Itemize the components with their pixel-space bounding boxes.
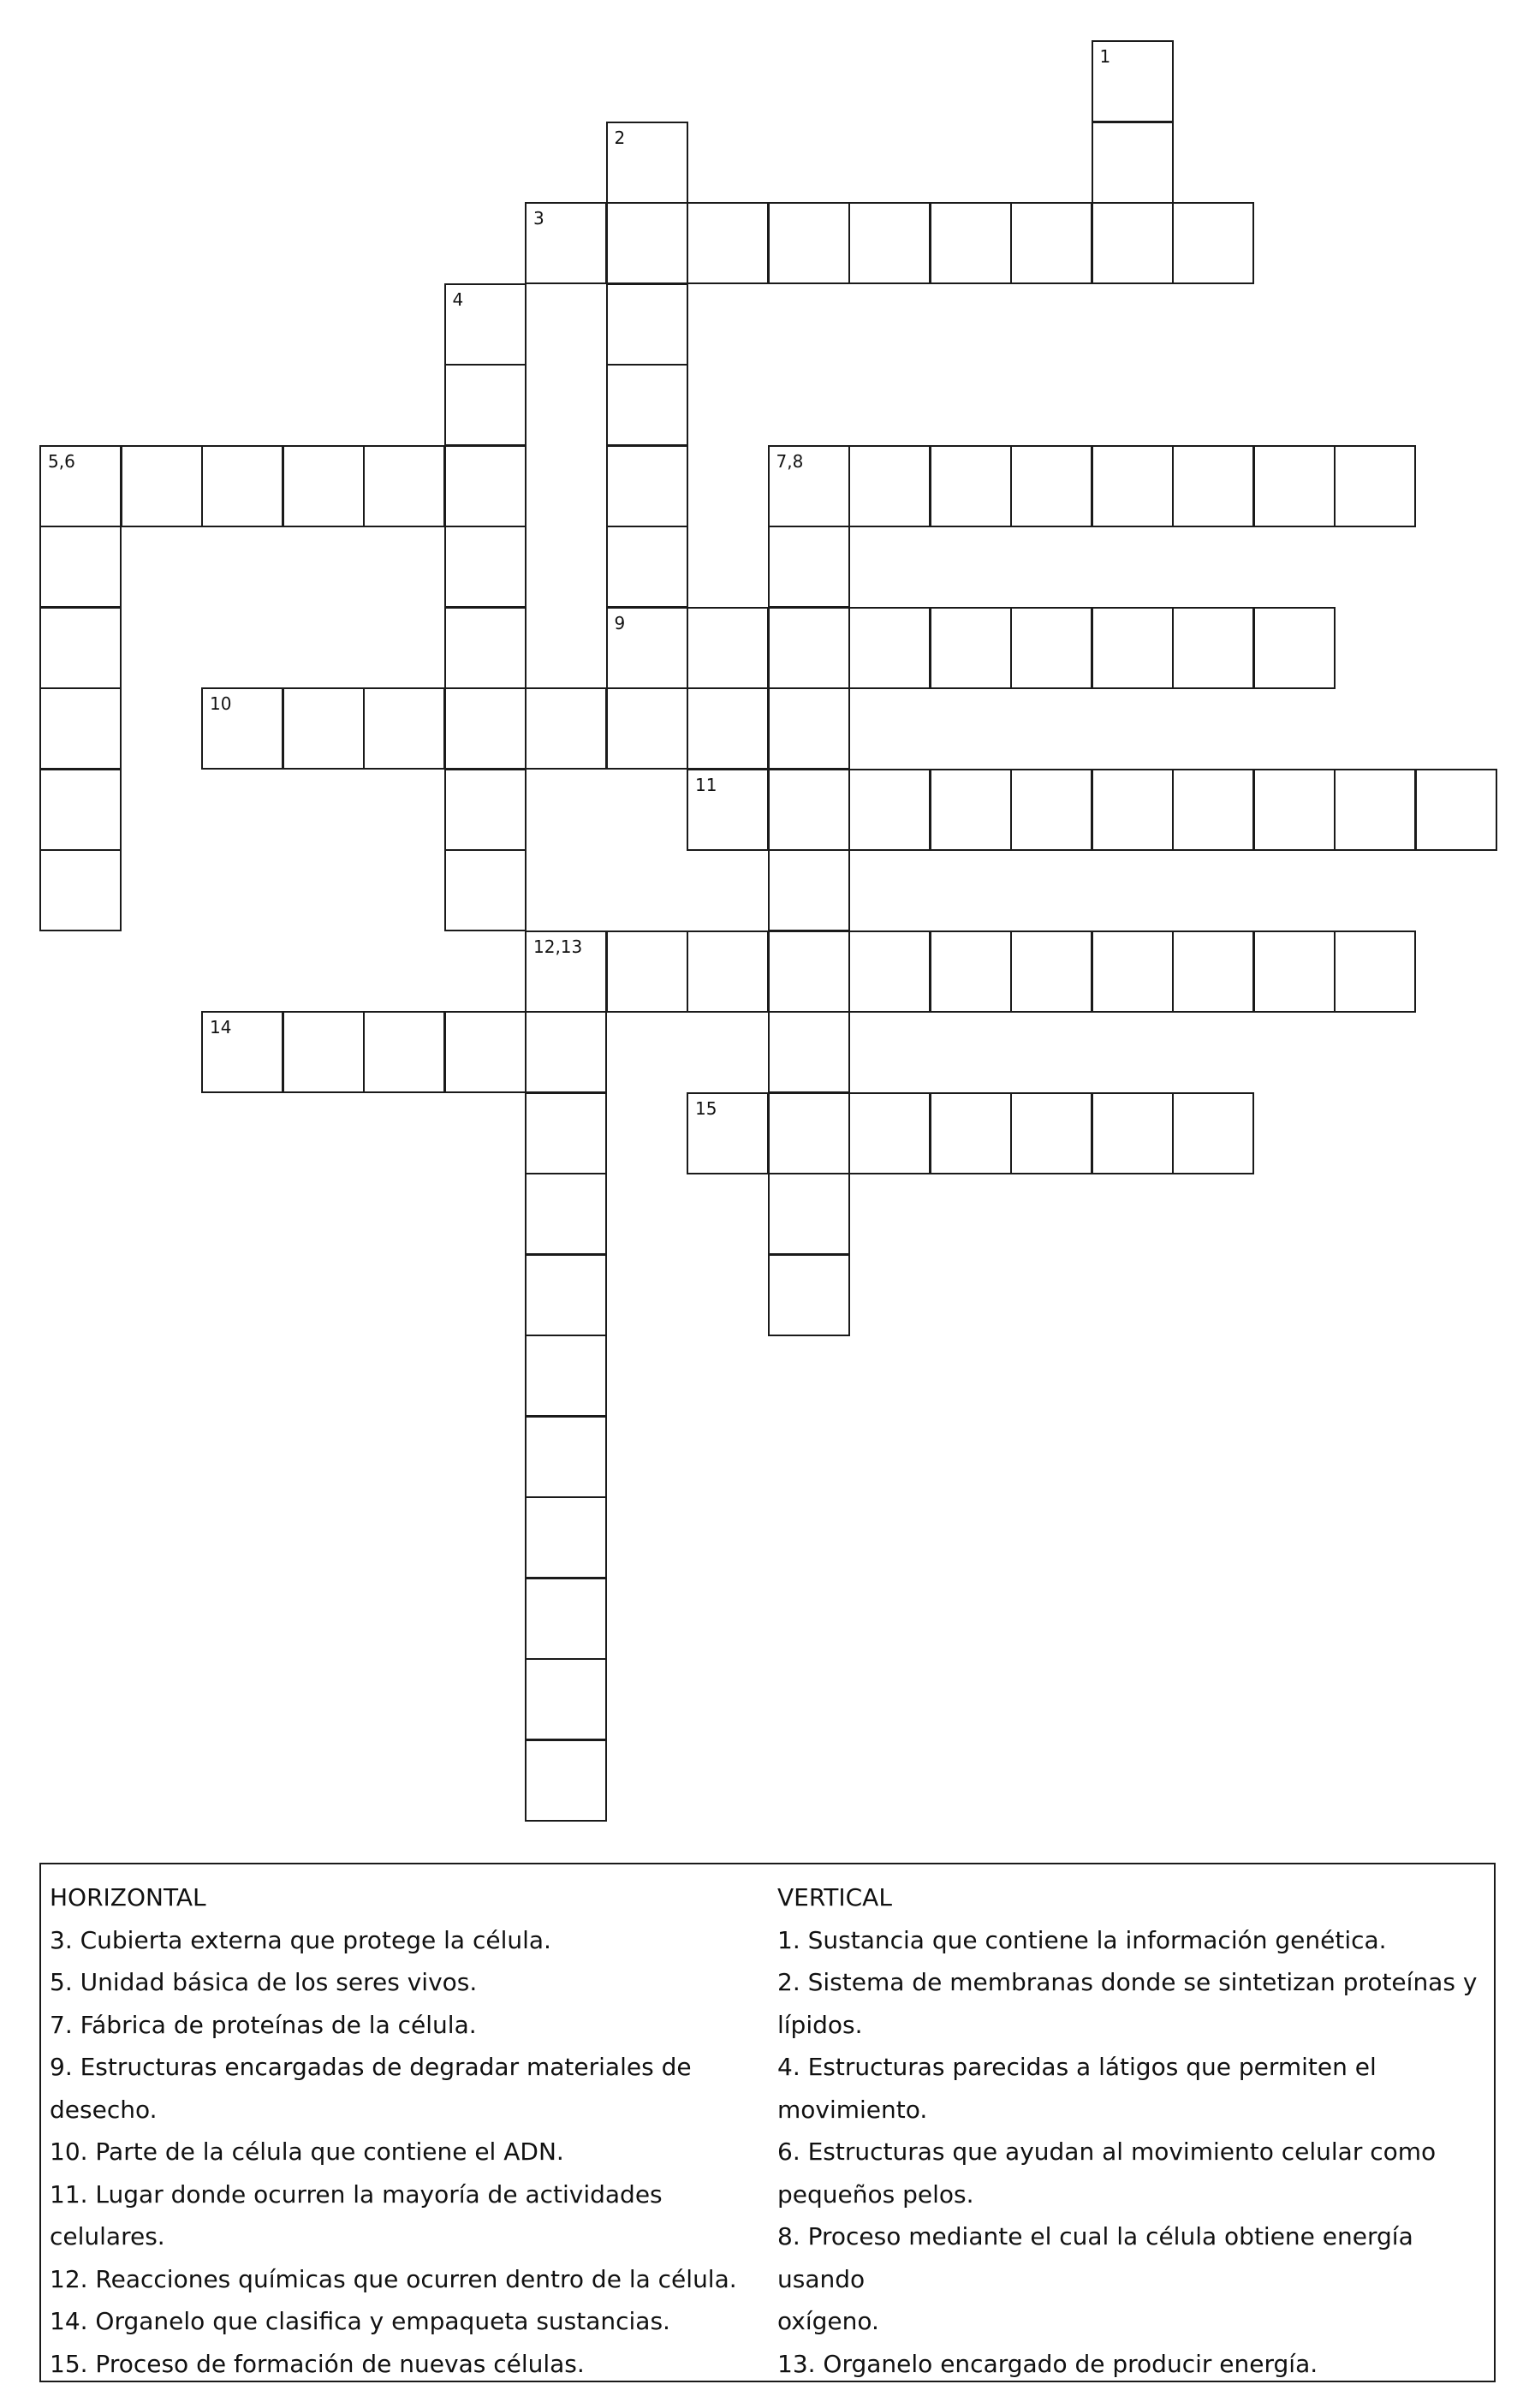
- clue-line: 1. Sustancia que contiene la información genética.: [777, 1925, 1387, 1954]
- crossword-cell[interactable]: [444, 607, 527, 689]
- crossword-cell[interactable]: [606, 202, 688, 284]
- crossword-cell[interactable]: [848, 769, 931, 851]
- crossword-cell[interactable]: [1334, 445, 1416, 527]
- crossword-cell[interactable]: [201, 1011, 283, 1093]
- crossword-cell[interactable]: [201, 687, 283, 770]
- clue-line: 6. Estructuras que ayudan al movimiento celular como: [777, 2137, 1437, 2166]
- clue-line: desecho.: [50, 2095, 158, 2124]
- crossword-cell[interactable]: [848, 1092, 931, 1174]
- clue-number: 12,13: [533, 936, 583, 957]
- crossword-cell[interactable]: [687, 202, 769, 284]
- crossword-cell[interactable]: [525, 1496, 607, 1579]
- crossword-cell[interactable]: [768, 1173, 850, 1255]
- crossword-cell[interactable]: [768, 526, 850, 608]
- clue-line: lípidos.: [777, 2010, 863, 2039]
- crossword-cell[interactable]: [1172, 445, 1254, 527]
- crossword-cell[interactable]: [525, 1092, 607, 1174]
- crossword-cell[interactable]: [525, 1739, 607, 1822]
- crossword-cell[interactable]: [606, 930, 688, 1013]
- crossword-cell[interactable]: [1334, 769, 1416, 851]
- crossword-cell[interactable]: [848, 202, 931, 284]
- horizontal-clues: [50, 1876, 777, 2385]
- clue-line: 7. Fábrica de proteínas de la célula.: [50, 2010, 477, 2039]
- crossword-cell[interactable]: [768, 687, 850, 770]
- crossword-cell[interactable]: [1010, 445, 1092, 527]
- crossword-cell[interactable]: [121, 445, 203, 527]
- crossword-cell[interactable]: [848, 607, 931, 689]
- clue-number: 1: [1099, 46, 1111, 67]
- crossword-cell[interactable]: [768, 849, 850, 931]
- crossword-cell[interactable]: [525, 1578, 607, 1660]
- crossword-cell[interactable]: [768, 769, 850, 851]
- crossword-cell[interactable]: [1172, 607, 1254, 689]
- crossword-cell[interactable]: [687, 1092, 769, 1174]
- crossword-cell[interactable]: [1092, 202, 1174, 284]
- crossword-cell[interactable]: [1010, 930, 1092, 1013]
- crossword-cell[interactable]: [606, 122, 688, 204]
- crossword-cell[interactable]: [39, 607, 122, 689]
- crossword-cell[interactable]: [768, 930, 850, 1013]
- crossword-cell[interactable]: [1253, 607, 1336, 689]
- clue-number: 4: [452, 288, 464, 310]
- crossword-cell[interactable]: [848, 930, 931, 1013]
- crossword-cell[interactable]: [606, 687, 688, 770]
- crossword-cell[interactable]: [444, 687, 527, 770]
- crossword-cell[interactable]: [525, 1011, 607, 1093]
- crossword-cell[interactable]: [1253, 930, 1336, 1013]
- crossword-cell[interactable]: [768, 445, 850, 527]
- crossword-cell[interactable]: [525, 1173, 607, 1255]
- crossword-cell[interactable]: [201, 445, 283, 527]
- clue-number: 14: [210, 1017, 232, 1038]
- crossword-cell[interactable]: [930, 1092, 1012, 1174]
- crossword-cell[interactable]: [444, 769, 527, 851]
- crossword-cell[interactable]: [525, 930, 607, 1013]
- clues-box: [39, 1863, 1496, 2382]
- clue-line: 2. Sistema de membranas donde se sintetizan proteínas y: [777, 1968, 1478, 1996]
- crossword-cell[interactable]: [930, 202, 1012, 284]
- crossword-cell[interactable]: [1415, 769, 1497, 851]
- crossword-cell[interactable]: [363, 1011, 445, 1093]
- clue-number: 11: [695, 774, 717, 795]
- crossword-cell[interactable]: [444, 283, 527, 366]
- crossword-cell[interactable]: [1092, 1092, 1174, 1174]
- crossword-cell[interactable]: [768, 202, 850, 284]
- clue-number: 10: [210, 693, 232, 714]
- crossword-cell[interactable]: [1334, 930, 1416, 1013]
- crossword-cell[interactable]: [1092, 40, 1174, 122]
- clue-line: 13. Organelo encargado de producir energía.: [777, 2349, 1318, 2378]
- crossword-cell[interactable]: [444, 526, 527, 608]
- crossword-cell[interactable]: [768, 1092, 850, 1174]
- clue-line: pequeños pelos.: [777, 2179, 974, 2209]
- crossword-cell[interactable]: [525, 687, 607, 770]
- clue-number: 2: [614, 127, 626, 148]
- crossword-cell[interactable]: [1172, 1092, 1254, 1174]
- crossword-cell[interactable]: [39, 687, 122, 770]
- crossword-cell[interactable]: [283, 687, 365, 770]
- crossword-cell[interactable]: [39, 445, 122, 527]
- crossword-cell[interactable]: [606, 607, 688, 689]
- crossword-cell[interactable]: [1010, 1092, 1092, 1174]
- clue-number: 9: [614, 612, 626, 633]
- crossword-cell[interactable]: [768, 1254, 850, 1336]
- vertical-clues: [777, 1876, 1488, 2385]
- crossword-cell[interactable]: [39, 769, 122, 851]
- crossword-cell[interactable]: [283, 445, 365, 527]
- crossword-cell[interactable]: [606, 364, 688, 446]
- crossword-cell[interactable]: [1092, 930, 1174, 1013]
- clue-line: oxígeno.: [777, 2307, 879, 2335]
- crossword-cell[interactable]: [363, 687, 445, 770]
- crossword-cell[interactable]: [848, 445, 931, 527]
- vertical-title: VERTICAL: [777, 1883, 892, 1912]
- crossword-cell[interactable]: [1253, 769, 1336, 851]
- crossword-cell[interactable]: [525, 1335, 607, 1417]
- crossword-cell[interactable]: [768, 607, 850, 689]
- crossword-cell[interactable]: [1010, 202, 1092, 284]
- crossword-cell[interactable]: [525, 1254, 607, 1336]
- crossword-cell[interactable]: [1253, 445, 1336, 527]
- crossword-cell[interactable]: [687, 607, 769, 689]
- crossword-cell[interactable]: [363, 445, 445, 527]
- crossword-cell[interactable]: [525, 1416, 607, 1498]
- clue-line: 8. Proceso mediante el cual la célula obtiene energía usando: [777, 2222, 1413, 2293]
- crossword-cell[interactable]: [1010, 769, 1092, 851]
- crossword-cell[interactable]: [930, 607, 1012, 689]
- crossword-cell[interactable]: [687, 930, 769, 1013]
- crossword-cell[interactable]: [444, 1011, 527, 1093]
- crossword-cell[interactable]: [687, 769, 769, 851]
- clue-number: 15: [695, 1097, 717, 1119]
- crossword-cell[interactable]: [525, 1658, 607, 1740]
- crossword-cell[interactable]: [1092, 122, 1174, 204]
- crossword-cell[interactable]: [1010, 607, 1092, 689]
- crossword-cell[interactable]: [930, 769, 1012, 851]
- clue-line: 5. Unidad básica de los seres vivos.: [50, 1968, 478, 1996]
- clue-line: 3. Cubierta externa que protege la célula.: [50, 1925, 551, 1954]
- horizontal-title: HORIZONTAL: [50, 1883, 206, 1912]
- crossword-cell[interactable]: [930, 930, 1012, 1013]
- clue-line: 11. Lugar donde ocurren la mayoría de actividades celulares.: [50, 2179, 663, 2250]
- crossword-cell[interactable]: [606, 526, 688, 608]
- clue-line: movimiento.: [777, 2095, 928, 2124]
- crossword-cell[interactable]: [1092, 607, 1174, 689]
- crossword-cell[interactable]: [1172, 202, 1254, 284]
- clue-line: 14. Organelo que clasifica y empaqueta sustancias.: [50, 2307, 670, 2335]
- clue-number: 3: [533, 208, 544, 229]
- crossword-cell[interactable]: [444, 364, 527, 446]
- crossword-cell[interactable]: [39, 849, 122, 931]
- crossword-cell[interactable]: [930, 445, 1012, 527]
- clue-line: 10. Parte de la célula que contiene el ADN.: [50, 2137, 564, 2166]
- crossword-cell[interactable]: [687, 687, 769, 770]
- crossword-cell[interactable]: [1092, 445, 1174, 527]
- crossword-cell[interactable]: [444, 849, 527, 931]
- clue-number: 5,6: [48, 450, 75, 472]
- crossword-cell[interactable]: [1092, 769, 1174, 851]
- crossword-cell[interactable]: [768, 1011, 850, 1093]
- clue-number: 7,8: [776, 450, 804, 472]
- clue-line: 9. Estructuras encargadas de degradar materiales de: [50, 2053, 692, 2081]
- crossword-cell[interactable]: [283, 1011, 365, 1093]
- clue-line: 12. Reacciones químicas que ocurren dentro de la célula.: [50, 2264, 737, 2293]
- crossword-cell[interactable]: [39, 526, 122, 608]
- crossword-cell[interactable]: [525, 202, 607, 284]
- crossword-cell[interactable]: [606, 445, 688, 527]
- crossword-cell[interactable]: [606, 283, 688, 366]
- clue-line: 4. Estructuras parecidas a látigos que permiten el: [777, 2053, 1377, 2081]
- crossword-cell[interactable]: [444, 445, 527, 527]
- crossword-cell[interactable]: [1172, 930, 1254, 1013]
- clue-line: 15. Proceso de formación de nuevas células.: [50, 2349, 585, 2378]
- crossword-cell[interactable]: [1172, 769, 1254, 851]
